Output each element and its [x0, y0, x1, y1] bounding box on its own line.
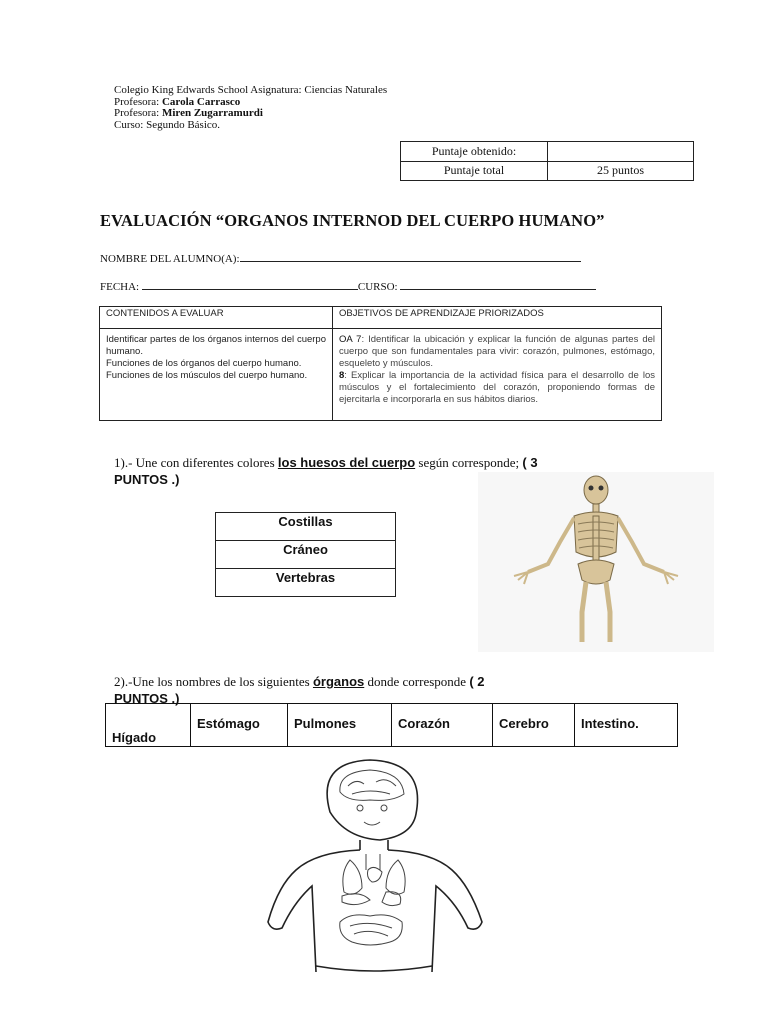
- organ-label-corazon: Corazón: [392, 704, 493, 747]
- course-line: Curso: Segundo Básico.: [114, 118, 221, 131]
- q1-underlined: los huesos del cuerpo: [277, 455, 416, 470]
- objective-8: [339, 370, 655, 406]
- oa8-text: : Explicar la importancia de la actividad física para el desarrollo de los músculos y el fortalecimiento del corazón, proponiendo formas de ejercitarla e incorporarla en sus hábitos diarios.: [339, 370, 655, 405]
- score-total-value: 25 puntos: [548, 161, 694, 181]
- q1-prefix: 1).- Une con diferentes colores: [114, 455, 278, 470]
- bone-label-vertebras: Vertebras: [216, 569, 396, 597]
- teacher-line-2: [114, 108, 387, 120]
- date-field[interactable]: [142, 280, 358, 290]
- q2-points-a: ( 2: [469, 674, 485, 689]
- oa7-text: : Identificar la ubicación y explicar la función de algunas partes del cuerpo que son fundamentales para vivir: corazón, pulmones, estómago, esqueleto y músculos.: [339, 334, 655, 369]
- score-obtained-label: Puntaje obtenido:: [401, 142, 548, 162]
- objective-oa7: [339, 334, 655, 370]
- course-label: CURSO:: [357, 281, 401, 293]
- q1-points-b: PUNTOS .): [114, 472, 180, 487]
- date-label: FECHA:: [100, 281, 142, 293]
- oa8-label: 8: [339, 370, 345, 381]
- content-item: Funciones de los órganos del cuerpo humano.: [106, 358, 302, 369]
- content-item: Funciones de los músculos del cuerpo humano.: [106, 370, 308, 381]
- objectives-header: OBJETIVOS DE APRENDIZAJE PRIORIZADOS: [333, 307, 662, 329]
- date-course-row: [100, 280, 596, 293]
- contents-header: CONTENIDOS A EVALUAR: [100, 307, 333, 329]
- bone-label-craneo: Cráneo: [216, 541, 396, 569]
- page-title: EVALUACIÓN “ORGANOS INTERNOD DEL CUERPO HUMANO”: [100, 211, 605, 230]
- skeleton-image: [478, 472, 714, 652]
- q2-underlined: órganos: [312, 674, 365, 689]
- teacher-name-1: Carola Carrasco: [161, 95, 241, 108]
- organ-label-cerebro: Cerebro: [493, 704, 575, 747]
- q2-prefix: 2).-Une los nombres de los siguientes: [114, 674, 313, 689]
- body-outline-image: [220, 752, 546, 976]
- teacher-label: Profesora:: [114, 95, 162, 108]
- teacher-label: Profesora:: [114, 107, 162, 119]
- name-field-row: [100, 252, 581, 265]
- bones-table: [215, 512, 396, 597]
- objectives-table: [99, 306, 662, 421]
- content-item: Identificar partes de los órganos internos del cuerpo humano.: [106, 334, 326, 357]
- organ-label-pulmones: Pulmones: [288, 704, 392, 747]
- score-obtained-field[interactable]: [548, 142, 694, 162]
- name-field[interactable]: [240, 252, 581, 262]
- organ-label-intestino: Intestino.: [575, 704, 678, 747]
- name-label: NOMBRE DEL ALUMNO(A):: [100, 253, 240, 265]
- oa7-label: OA 7: [339, 334, 362, 345]
- question-2: [114, 674, 484, 706]
- school-header: [114, 85, 387, 131]
- score-table: [400, 141, 694, 181]
- teacher-name-2: Miren Zugarramurdi: [161, 107, 263, 119]
- course-field[interactable]: [400, 280, 596, 290]
- organ-label-higado: Hígado: [106, 704, 191, 747]
- score-total-label: Puntaje total: [401, 161, 548, 181]
- q1-suffix: según corresponde;: [415, 455, 523, 470]
- objectives-cell: [333, 329, 662, 421]
- q2-points-b: PUNTOS .): [114, 691, 180, 706]
- q1-points-a: ( 3: [522, 455, 538, 470]
- q2-suffix: donde corresponde: [364, 674, 470, 689]
- school-line: Colegio King Edwards School Asignatura: Ciencias Naturales: [114, 84, 388, 96]
- question-1: [114, 455, 538, 487]
- contents-cell: [100, 329, 333, 421]
- organs-table: [105, 703, 678, 747]
- bone-label-costillas: Costillas: [216, 513, 396, 541]
- organ-label-estomago: Estómago: [191, 704, 288, 747]
